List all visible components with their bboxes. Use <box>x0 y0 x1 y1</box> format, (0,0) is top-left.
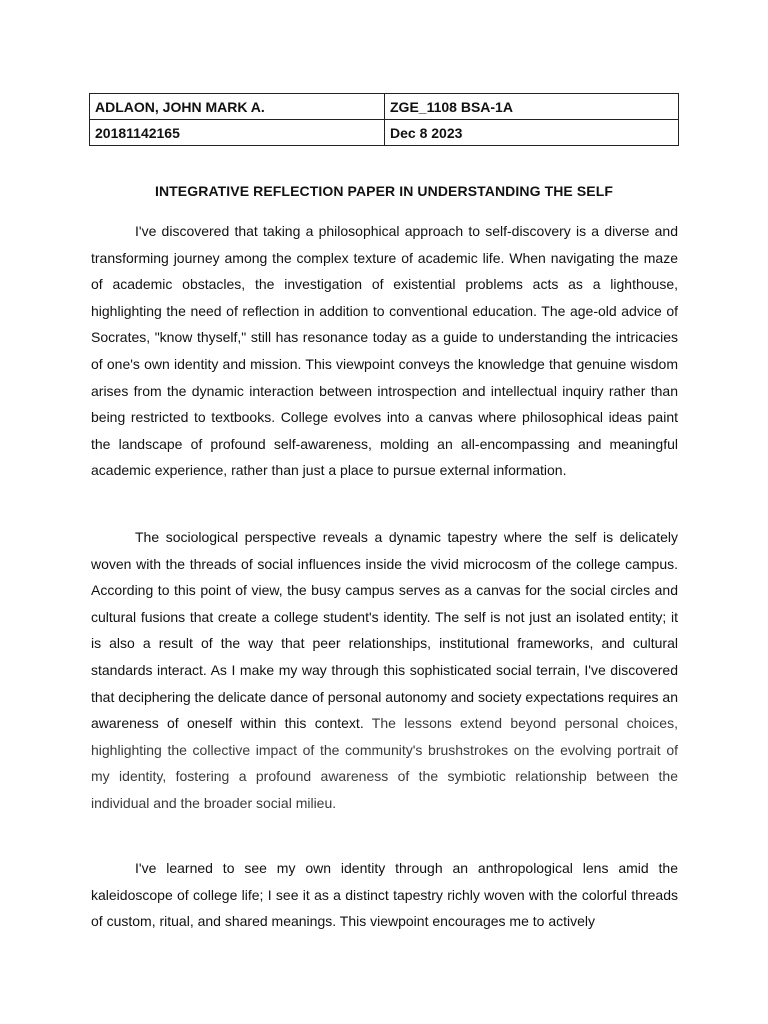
paragraph-philosophical: I've discovered that taking a philosophical approach to self-discovery is a diverse and transforming journey among the complex texture of academic life. When navigating the maze of academic obstacles, the investigation of existential problems acts as a lighthouse, highlighting the need of reflection in addition to conventional education. The age-old advice of Socrates, "know thyself," still has resonance today as a guide to understanding the intricacies of one's own identity and mission. This viewpoint conveys the knowledge that genuine wisdom arises from the dynamic interaction between introspection and intellectual inquiry rather than being restricted to textbooks. College evolves into a canvas where philosophical ideas paint the landscape of profound self-awareness, molding an all-encompassing and meaningful academic experience, rather than just a place to pursue external information. <box>91 223 678 479</box>
paragraph-anthropological: I've learned to see my own identity through an anthropological lens amid the kaleidoscope of college life; I see it as a distinct tapestry richly woven with the colorful threads of custom, ritual, and shared meanings. This viewpoint encourages me to actively <box>91 860 678 930</box>
student-info-table <box>89 93 679 146</box>
course-section-cell: ZGE_1108 BSA-1A <box>385 94 679 120</box>
student-number-cell: 20181142165 <box>90 120 385 146</box>
paragraph-sociological-main: The sociological perspective reveals a dynamic tapestry where the self is delicately woven with the threads of social influences inside the vivid microcosm of the college campus. According to this point of view, the busy campus serves as a canvas for the social circles and cultural fusions that create a college student's identity. The self is not just an isolated entity; it is also a result of the way that peer relationships, institutional frameworks, and cultural standards interact. As I make my way through this sophisticated social terrain, I've discovered that deciphering the delicate dance of personal autonomy and society expectations requires an awareness of oneself within this context. <box>91 529 678 732</box>
date-cell: Dec 8 2023 <box>385 120 679 146</box>
table-row <box>90 120 679 146</box>
student-name-cell: ADLAON, JOHN MARK A. <box>90 94 385 120</box>
paragraph-sociological-tail: The lessons extend beyond personal choices, highlighting the collective impact of the community's brushstrokes on the evolving portrait of my identity, fostering a profound awareness of the symbiotic relationship between the individual and the broader social milieu. <box>91 715 678 811</box>
table-row <box>90 94 679 120</box>
paper-title: INTEGRATIVE REFLECTION PAPER IN UNDERSTANDING THE SELF <box>154 183 614 199</box>
paragraph-sociological <box>91 524 678 817</box>
